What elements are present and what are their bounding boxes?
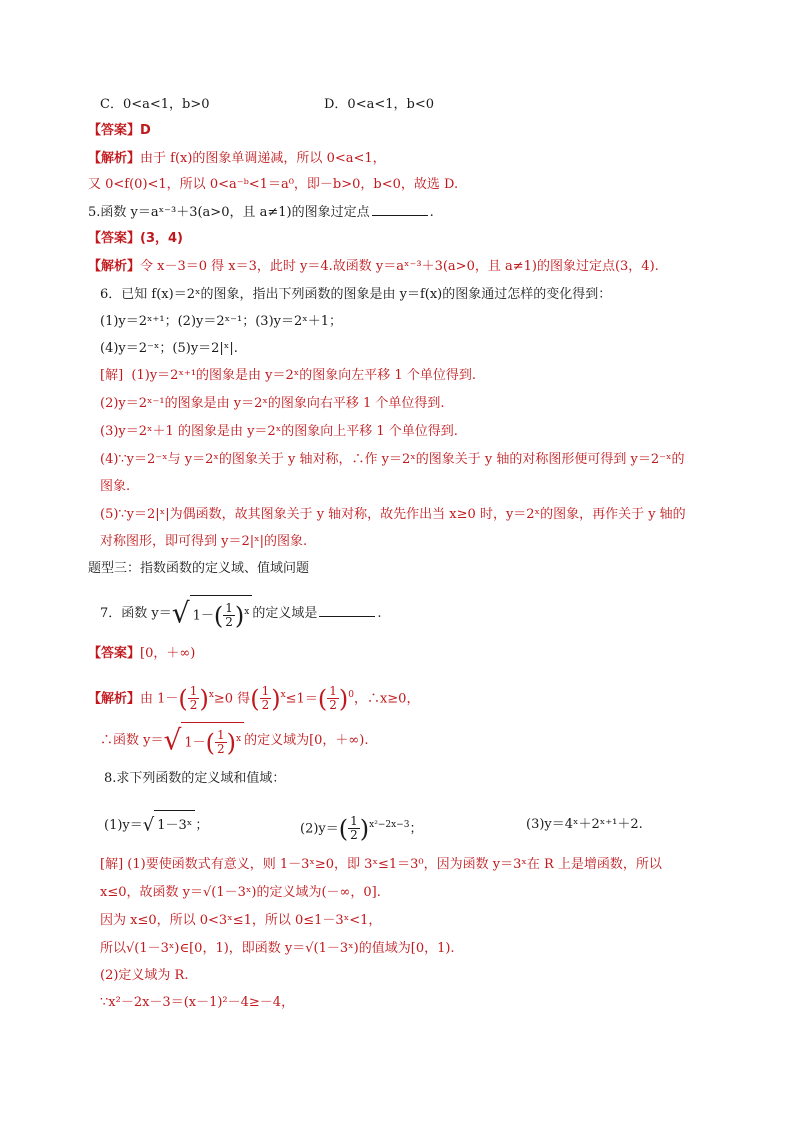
question-8-items [104,810,794,841]
analysis-text-a: 由 1－ [140,691,179,707]
frac-den: 2 [225,615,233,630]
frac-num: 1 [225,601,233,616]
question-5-text: 5.函数 y＝aˣ⁻³＋3(a>0，且 a≠1)的图象过定点 [88,205,370,220]
analysis-tag: 【解析】 [88,691,141,707]
solution-6-3: (3)y＝2ˣ＋1 的图象是由 y＝2ˣ的图象向上平移 1 个单位得到. [100,424,458,439]
paren-close: ) [359,814,370,843]
solution-6-2: (2)y＝2ˣ⁻¹的图象是由 y＝2ˣ的图象向右平移 1 个单位得到. [100,396,445,411]
analysis-7-line1 [88,680,794,714]
fraction-half [215,729,227,756]
frac-num: 1 [216,728,225,743]
analysis-text-b: 的定义域为[0，＋∞). [244,733,369,749]
frac-den: 2 [261,698,270,713]
question-6-items-1: (1)y＝2ˣ⁺¹；(2)y＝2ˣ⁻¹；(3)y＝2ˣ＋1； [100,314,343,329]
exponent: x [244,607,250,617]
exponent: x [236,734,242,744]
exponent: x [280,690,286,700]
answer-tag: 【答案】 [88,646,141,661]
solution-8-1c: 因为 x≤0，所以 0<3ˣ≤1，所以 0≤1－3ˣ<1， [100,913,382,928]
question-6-items-2: (4)y＝2⁻ˣ；(5)y＝2|ˣ|. [100,341,238,356]
exponent: x [208,690,214,700]
fraction-half [223,602,235,629]
separator: ； [409,821,423,837]
paren-close: ) [338,684,349,713]
analysis-tag: 【解析】 [88,259,141,274]
paren-open: ( [250,684,260,713]
fraction-half [348,815,360,842]
solution-6-4: (4)∵y＝2⁻ˣ与 y＝2ˣ的图象关于 y 轴对称，∴作 y＝2ˣ的图象关于 y 轴的对称图形便可得到 y＝2⁻ˣ的 [100,452,685,467]
item-2: (2)y＝ [300,821,339,837]
question-7-lead: 7．函数 y＝ [100,606,172,622]
frac-den: 2 [189,698,198,713]
analysis-text-d: ，∴x≥0， [353,691,420,707]
solution-8-1d: 所以√(1－3ˣ)∈[0，1)，即函数 y＝√(1－3ˣ)的值域为[0，1). [100,941,455,956]
fraction-half [260,685,272,712]
item-3: (3)y＝4ˣ＋2ˣ⁺¹＋2. [526,817,643,832]
solution-tag: [解] [100,368,124,383]
item-1: (1)y＝ [104,818,143,833]
question-6: 6．已知 f(x)＝2ˣ的图象，指出下列函数的图象是由 y＝f(x)的图象通过怎样的变化得到： [100,287,612,302]
answer-value: [0，＋∞) [140,646,196,661]
answer-value: (3，4) [140,231,183,246]
fraction-half [327,685,339,712]
paren-open: ( [317,684,328,713]
solution-text: (1)y＝2ˣ⁺¹的图象是由 y＝2ˣ的图象向左平移 1 个单位得到. [131,368,476,383]
analysis-4-line1 [88,150,794,168]
frac-den: 2 [216,742,225,757]
analysis-4-line2: 又 0<f(0)<1，所以 0<a⁻ᵇ<1＝a⁰，即－b>0，b<0，故选 D. [88,177,459,192]
paren-open: ( [338,814,349,843]
item-2-wrap [300,810,422,844]
analysis-text-b: ≥0 得 [213,691,251,707]
analysis-7-line2 [100,722,794,759]
answer-blank [319,604,375,617]
solution-8-1b: x≤0，故函数 y＝√(1－3ˣ)的定义域为(－∞，0]. [100,885,381,900]
paren-close: ) [234,601,245,630]
option-d: D．0<a<1，b<0 [324,97,434,112]
solution-6-1 [100,367,794,385]
option-c: C．0<a<1，b>0 [100,97,210,112]
analysis-text: 令 x－3＝0 得 x＝3，此时 y＝4.故函数 y＝aˣ⁻³＋3(a>0，且 a≠1)的图象过定点(3，4). [140,259,659,274]
question-5 [88,203,794,222]
paren-close: ) [271,684,281,713]
radicand [190,595,253,632]
section-heading: 题型三：指数函数的定义域、值域问题 [88,561,310,576]
paren-close: ) [226,728,236,757]
analysis-tag: 【解析】 [88,151,141,166]
solution-6-5-cont: 对称图形，即可得到 y＝2|ˣ|的图象. [100,534,308,549]
sqrt-icon: √ [171,596,190,630]
solution-6-4-cont: 图象. [100,479,131,494]
frac-num: 1 [261,684,270,699]
solution-6-5: (5)∵y＝2|ˣ|为偶函数，故其图象关于 y 轴对称，故先作出当 x≥0 时，y＝2ˣ的图象，再作关于 y 轴的 [100,507,686,522]
answer-tag: 【答案】 [88,123,141,138]
radicand-one: 1－ [184,735,206,751]
solution-8-1: [解] (1)要使函数式有意义，则 1－3ˣ≥0，即 3ˣ≤1＝3⁰，因为函数 y＝3ˣ在 R 上是增函数，所以 [100,857,662,872]
paren-open: ( [205,728,215,757]
sqrt-icon: √ [163,723,182,757]
exponent: 0 [348,690,354,700]
exponent: x²−2x−3 [369,820,410,830]
question-7-end: . [377,606,382,622]
radicand [181,722,244,759]
answer-7 [88,645,794,663]
paren-open: ( [178,684,188,713]
fraction-half [188,685,200,712]
question-5-end: . [429,205,434,220]
frac-num: 1 [350,814,358,829]
radicand: 1－3ˣ [154,810,195,841]
answer-4 [88,122,794,140]
answer-blank [372,203,428,216]
question-7 [100,595,794,632]
solution-8-2: (2)定义域为 R. [100,968,189,983]
separator: ； [195,818,209,833]
answer-tag: 【答案】 [88,231,141,246]
analysis-5 [88,258,794,276]
question-8: 8.求下列函数的定义域和值域： [104,771,286,786]
frac-num: 1 [329,684,337,699]
answer-5 [88,230,794,248]
paren-close: ) [199,684,209,713]
sqrt-icon: √ [142,814,155,836]
radicand-one: 1－ [192,608,214,624]
question-7-tail: 的定义域是 [252,606,318,622]
solution-8-2b: ∵x²－2x－3＝(x－1)²－4≥－4， [100,995,295,1010]
analysis-text-c: ≤1＝ [285,691,318,707]
analysis-text-a: ∴函数 y＝ [100,733,164,749]
analysis-text: 由于 f(x)的图象单调递减，所以 0<a<1， [140,151,386,166]
frac-den: 2 [350,828,358,843]
answer-value: D [140,123,151,138]
frac-num: 1 [189,684,198,699]
frac-den: 2 [329,698,337,713]
paren-open: ( [213,601,224,630]
